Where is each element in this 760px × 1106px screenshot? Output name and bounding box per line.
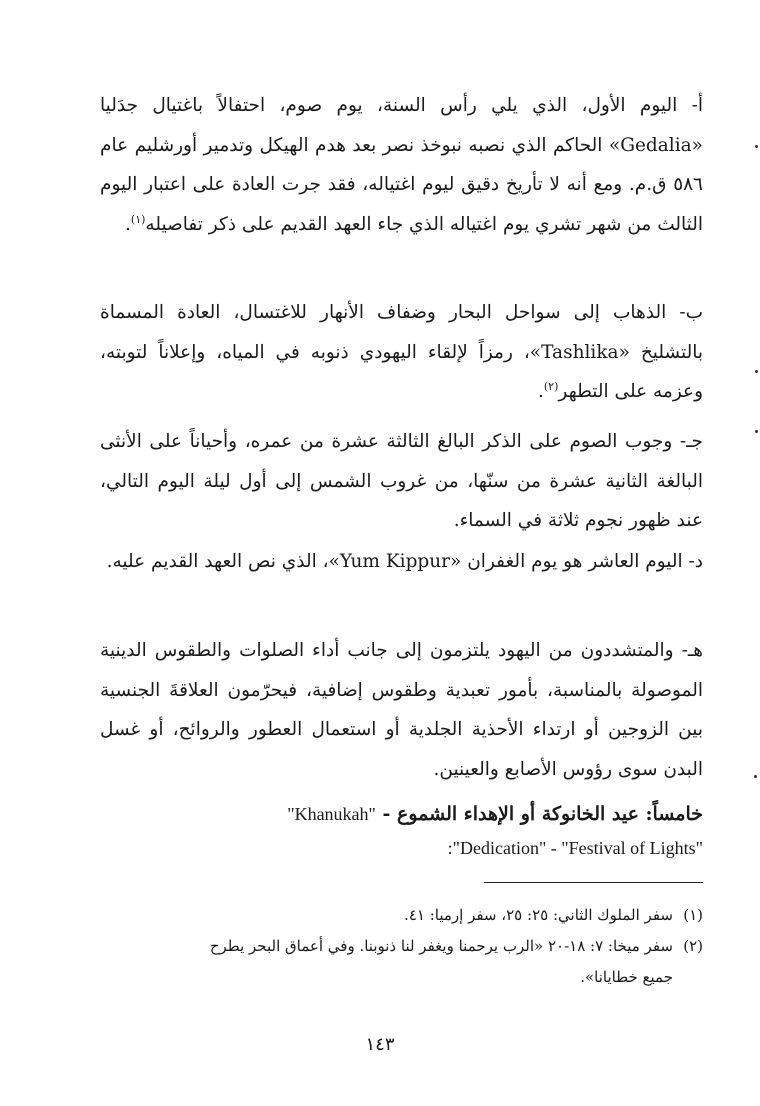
footnote-2-number: (٢) [683, 937, 703, 955]
paragraph-b [100, 293, 703, 412]
margin-mark [755, 370, 758, 373]
paragraph-e [100, 631, 703, 789]
paragraph-a-text: أ- اليوم الأول، الذي يلي رأس السنة، يوم صوم، احتفالاً باغتيال جدَليا «Gedalia» الحاكم الذي نصبه نبوخذ نصر بعد هدم الهيكل وتدمير أورشليم عام ٥٨٦ ق.م. ومع أنه لا تأريخ دقيق ليوم اغتياله، فقد جرت العادة على اعتبار اليوم الثالث من شهر تشري يوم اغتياله الذي جاء العهد القديم على ذكر تفاصيله [100, 95, 703, 235]
footnote-1 [100, 900, 703, 931]
footnotes [100, 900, 703, 993]
margin-mark [755, 145, 758, 148]
paragraph-c-text: جـ- وجوب الصوم على الذكر البالغ الثالثة عشرة من عمره، وأحياناً على الأنثى البالغة الثانية عشرة من سنّها، من غروب الشمس إلى أول ليلة اليوم التالي، عند ظهور نجوم ثلاثة في السماء. [100, 431, 703, 531]
paragraph-d-text: د- اليوم العاشر هو يوم الغفران «Yum Kippur»، الذي نص العهد القديم عليه. [106, 551, 703, 572]
footnote-ref-2[interactable]: (٢) [543, 379, 559, 393]
footnote-1-number: (١) [683, 906, 703, 924]
paragraph-a [100, 86, 703, 244]
section-heading-arabic: خامساً: عيد الخانوكة أو الإهداء الشموع - [382, 803, 703, 825]
paragraph-e-text: هـ- والمتشددون من اليهود يلتزمون إلى جانب أداء الصلوات والطقوس الدينية الموصولة بالمناسبة، بأمور تعبدية وطقوس إضافية، فيحرّمون العلاقةَ الجنسية بين الزوجين أو ارتداء الأحذية الجلدية أو استعمال العطور والروائح، أو غسل البدن سوى رؤوس الأصابع والعينين. [100, 640, 703, 780]
footnote-2 [100, 931, 703, 962]
margin-mark [754, 775, 757, 778]
section-heading [100, 794, 703, 834]
footnote-2-text: سفر ميخا: ٧: ١٨-٢٠ «الرب يرحمنا ويغفر لنا ذنوبنا. وفي أعماق البحر يطرح [209, 937, 673, 955]
paragraph-d [100, 542, 703, 582]
paragraph-a-end: . [125, 213, 131, 235]
footnote-1-text: سفر الملوك الثاني: ٢٥: ٢٥، سفر إرميا: ٤١. [404, 906, 673, 924]
paragraph-b-text: ب- الذهاب إلى سواحل البحار وضفاف الأنهار للاغتسال، العادة المسماة بالتشليخ «Tashlika»، رمزاً لإلقاء اليهودي ذنوبه في المياه، وإعلاناً لتوبته، وعزمه على التطهر [100, 302, 703, 402]
section-subtitle-text: :"Dedication" - "Festival of Lights" [447, 838, 703, 858]
section-subtitle [100, 833, 703, 863]
section-heading-latin: "Khanukah" [287, 804, 376, 824]
footnote-ref-1[interactable]: (١) [130, 212, 146, 226]
paragraph-b-end: . [537, 381, 544, 402]
page-number: ١٤٣ [365, 1034, 395, 1055]
paragraph-c [100, 422, 703, 541]
footnote-divider [484, 882, 703, 883]
margin-mark [755, 430, 758, 433]
footnote-2-continuation: جميع خطايانا». [580, 968, 673, 986]
